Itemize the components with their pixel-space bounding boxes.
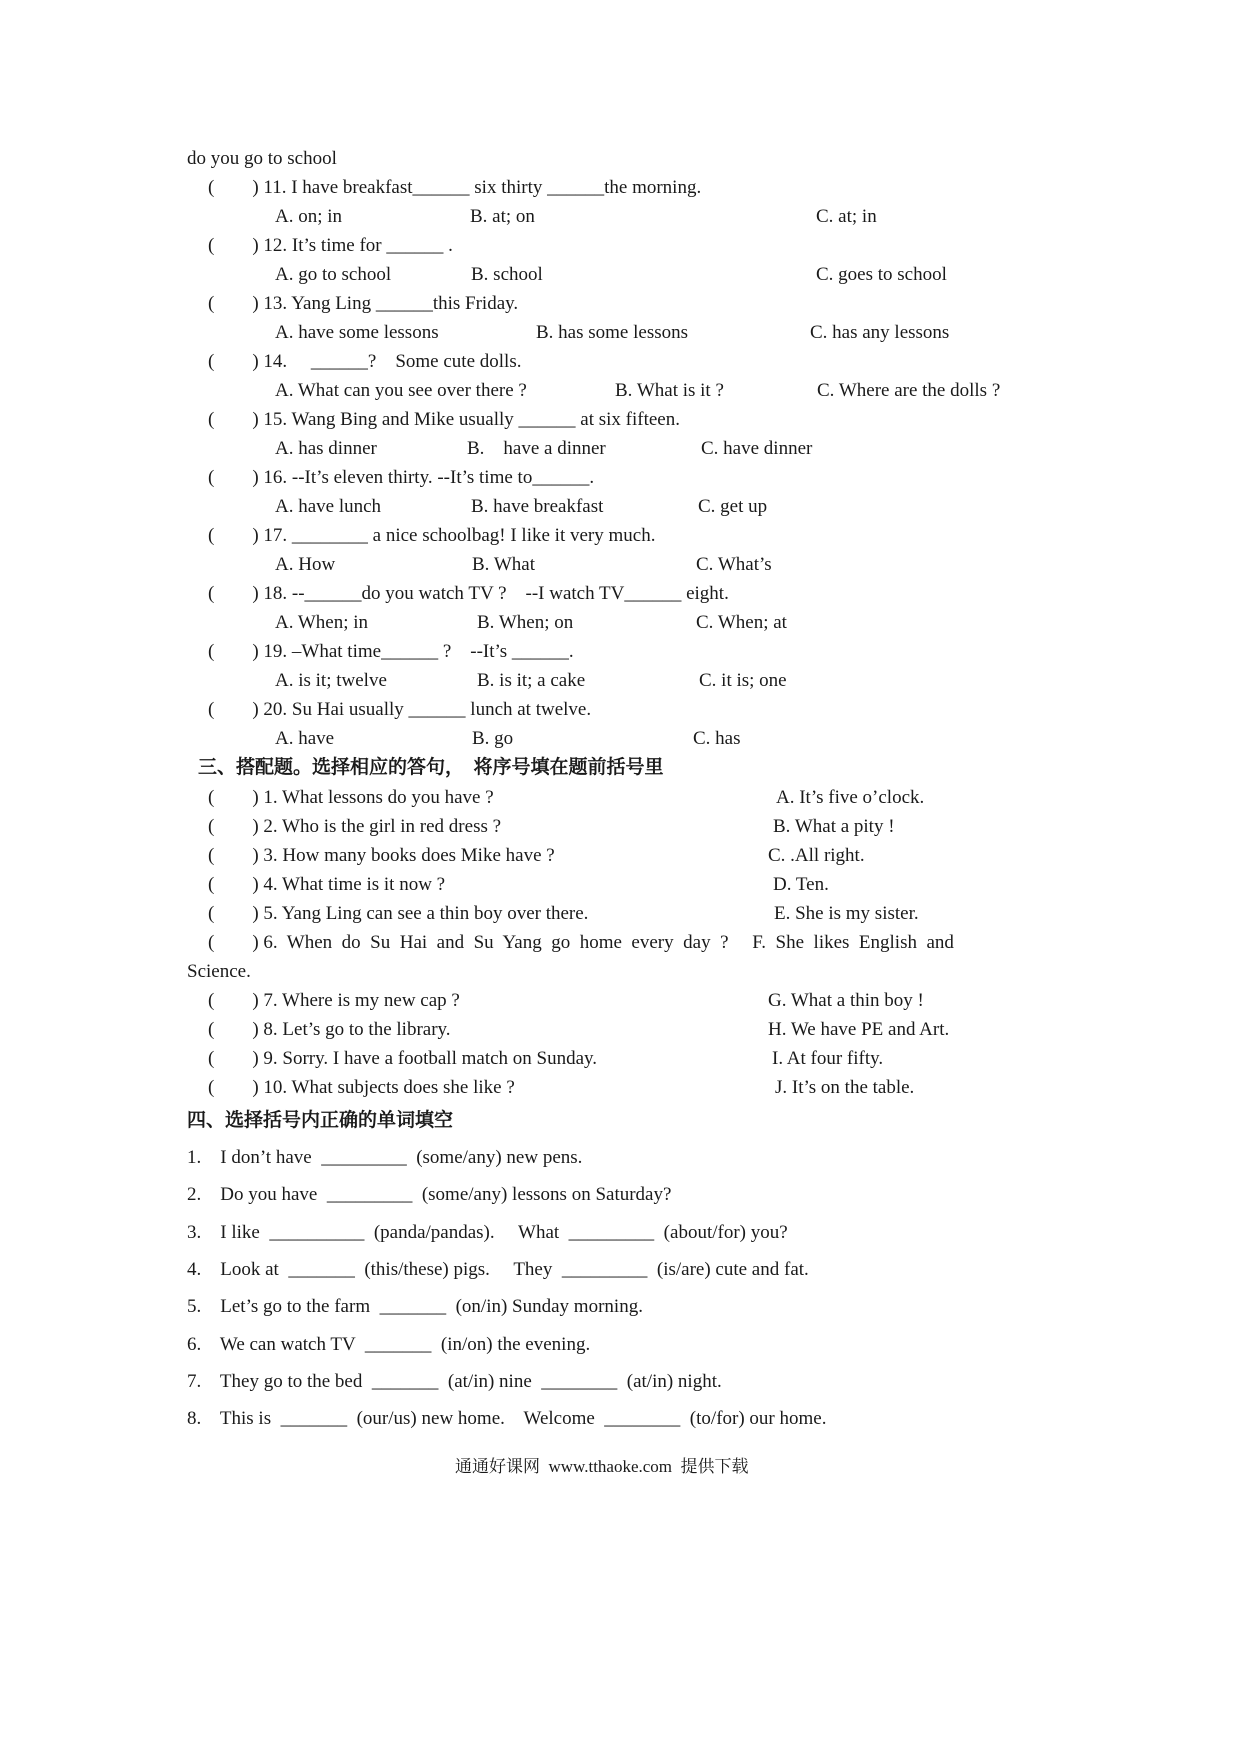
- option-a: A. have lunch: [275, 496, 382, 517]
- option-a: A. go to school: [275, 264, 392, 285]
- matching-answer: C. .All right.: [768, 845, 865, 866]
- matching-answer: B. What a pity !: [773, 816, 895, 837]
- question-11: ( ) 11. I have breakfast______ six thirty ______the morning.: [208, 177, 702, 198]
- option-a: A. on; in: [275, 206, 343, 227]
- matching-answer: H. We have PE and Art.: [768, 1019, 950, 1040]
- matching-answer-continuation: Science.: [187, 961, 251, 982]
- option-b: B. go: [472, 728, 514, 749]
- matching-answer: G. What a thin boy !: [768, 990, 924, 1011]
- matching-question: ( ) 7. Where is my new cap ?: [208, 990, 460, 1011]
- option-c: C. Where are the dolls ?: [817, 380, 1001, 401]
- option-b: B. When; on: [477, 612, 574, 633]
- option-c: C. have dinner: [701, 438, 813, 459]
- fill-blank-item: 8. This is _______ (our/us) new home. Welcome ________ (to/for) our home.: [187, 1408, 827, 1429]
- matching-question: ( ) 2. Who is the girl in red dress ?: [208, 816, 502, 837]
- fill-blank-item: 2. Do you have _________ (some/any) lessons on Saturday?: [187, 1184, 672, 1205]
- continuation-line: do you go to school: [187, 148, 337, 169]
- fill-blank-item: 7. They go to the bed _______ (at/in) nine ________ (at/in) night.: [187, 1371, 722, 1392]
- option-b: B. is it; a cake: [477, 670, 586, 691]
- question-15: ( ) 15. Wang Bing and Mike usually ______ at six fifteen.: [208, 409, 680, 430]
- matching-answer: I. At four fifty.: [772, 1048, 884, 1069]
- question-19: ( ) 19. –What time______ ? --It’s ______.: [208, 641, 574, 662]
- matching-question: ( ) 8. Let’s go to the library.: [208, 1019, 451, 1040]
- question-18: ( ) 18. --______do you watch TV ? --I watch TV______ eight.: [208, 583, 729, 604]
- option-c: C. at; in: [816, 206, 877, 227]
- matching-answer: D. Ten.: [773, 874, 829, 895]
- fill-blank-item: 4. Look at _______ (this/these) pigs. They _________ (is/are) cute and fat.: [187, 1259, 809, 1280]
- option-b: B. school: [471, 264, 543, 285]
- question-12: ( ) 12. It’s time for ______ .: [208, 235, 453, 256]
- option-c: C. goes to school: [816, 264, 947, 285]
- fill-blank-item: 3. I like __________ (panda/pandas). What _________ (about/for) you?: [187, 1222, 788, 1243]
- option-b: B. at; on: [470, 206, 535, 227]
- option-c: C. has: [693, 728, 741, 749]
- fill-blank-item: 1. I don’t have _________ (some/any) new pens.: [187, 1147, 583, 1168]
- option-a: A. How: [275, 554, 336, 575]
- matching-question: ( ) 9. Sorry. I have a football match on Sunday.: [208, 1048, 598, 1069]
- page-footer: 通通好课网 www.tthaoke.com 提供下载: [455, 1457, 749, 1476]
- matching-answer: A. It’s five o’clock.: [776, 787, 925, 808]
- matching-answer: E. She is my sister.: [774, 903, 919, 924]
- matching-question: ( ) 3. How many books does Mike have ?: [208, 845, 555, 866]
- option-a: A. have: [275, 728, 335, 749]
- option-a: A. What can you see over there ?: [275, 380, 527, 401]
- option-a: A. When; in: [275, 612, 369, 633]
- matching-question: ( ) 1. What lessons do you have ?: [208, 787, 494, 808]
- question-16: ( ) 16. --It’s eleven thirty. --It’s time to______.: [208, 467, 595, 488]
- option-b: B. have breakfast: [471, 496, 604, 517]
- section-heading: 四、选择括号内正确的单词填空: [187, 1110, 454, 1131]
- matching-question: ( ) 10. What subjects does she like ?: [208, 1077, 515, 1098]
- matching-question: ( ) 5. Yang Ling can see a thin boy over there.: [208, 903, 589, 924]
- section-heading: 三、搭配题。选择相应的答句， 将序号填在题前括号里: [198, 757, 664, 778]
- option-c: C. get up: [698, 496, 768, 517]
- fill-blank-item: 5. Let’s go to the farm _______ (on/in) Sunday morning.: [187, 1296, 643, 1317]
- option-c: C. When; at: [696, 612, 787, 633]
- option-a: A. have some lessons: [275, 322, 439, 343]
- option-b: B. What: [472, 554, 535, 575]
- option-b: B. has some lessons: [536, 322, 688, 343]
- option-a: A. has dinner: [275, 438, 377, 459]
- matching-question-wrapped: ( ) 6. When do Su Hai and Su Yang go home every day ? F. She likes English and: [208, 932, 954, 953]
- option-c: C. has any lessons: [810, 322, 950, 343]
- option-b: B. What is it ?: [615, 380, 724, 401]
- option-c: C. What’s: [696, 554, 772, 575]
- matching-answer: J. It’s on the table.: [775, 1077, 915, 1098]
- option-b: B. have a dinner: [467, 438, 606, 459]
- question-14: ( ) 14. ______? Some cute dolls.: [208, 351, 522, 372]
- question-20: ( ) 20. Su Hai usually ______ lunch at twelve.: [208, 699, 592, 720]
- question-17: ( ) 17. ________ a nice schoolbag! I like it very much.: [208, 525, 656, 546]
- option-c: C. it is; one: [699, 670, 787, 691]
- option-a: A. is it; twelve: [275, 670, 387, 691]
- fill-blank-item: 6. We can watch TV _______ (in/on) the evening.: [187, 1334, 591, 1355]
- matching-question: ( ) 4. What time is it now ?: [208, 874, 446, 895]
- question-13: ( ) 13. Yang Ling ______this Friday.: [208, 293, 519, 314]
